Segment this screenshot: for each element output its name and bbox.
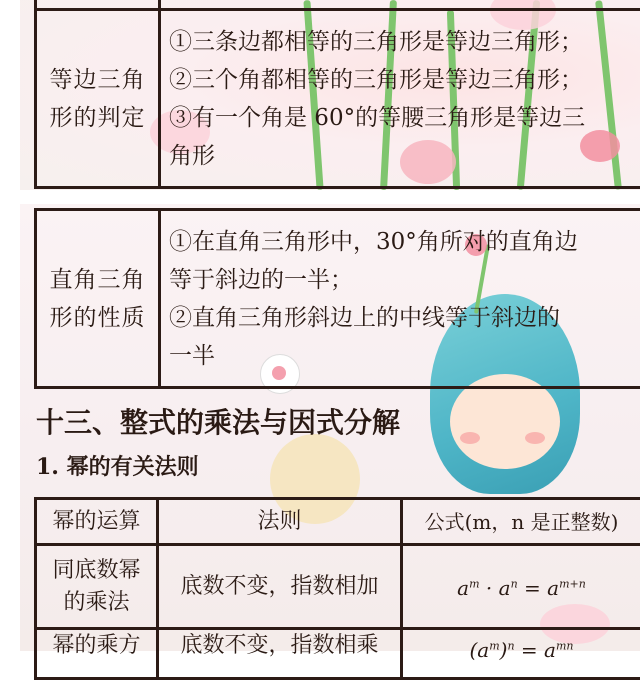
label-line: 直角三角: [37, 261, 158, 299]
formula-base: a: [499, 576, 511, 600]
operation-name-line: 同底数幂: [37, 555, 156, 587]
formula-equals: =: [521, 638, 538, 662]
label-line: 形的判定: [37, 99, 158, 137]
property-item: ①在直角三角形中，30°角所对的直角边: [169, 223, 640, 261]
girl-cheek: [460, 432, 480, 444]
operation-name-line: 幂的乘方: [37, 630, 156, 662]
table-row: [36, 545, 640, 629]
property-item: ②直角三角形斜边上的中线等于斜边的: [169, 299, 640, 337]
operation-rule: 底数不变，指数相乘: [158, 629, 402, 679]
judgement-label: [36, 10, 160, 188]
section-subtitle: 1. 幂的有关法则: [36, 450, 199, 484]
property-label: [36, 210, 160, 388]
property-item: 等于斜边的一半；: [169, 261, 640, 299]
judgement-content: [160, 10, 640, 188]
property-item: 一半: [169, 337, 640, 375]
formula-base: a: [457, 576, 469, 600]
judgement-item: ①三条边都相等的三角形是等边三角形；: [169, 23, 640, 61]
label-line: 等边三角: [37, 61, 158, 99]
formula-base: a: [544, 638, 556, 662]
operation-name-line: 的乘法: [37, 587, 156, 619]
formula-dot: ·: [486, 576, 492, 600]
property-table: [34, 208, 640, 389]
formula-exponent: n: [507, 639, 514, 652]
label-line: 形的性质: [37, 299, 158, 337]
formula-expression: [457, 576, 586, 600]
judgement-item: ③有一个角是 60°的等腰三角形是等边三: [169, 99, 640, 137]
formula-exponent: m: [489, 639, 499, 652]
girl-cheek: [525, 432, 545, 444]
formula-exponent: m+n: [559, 577, 586, 590]
formula-equals: =: [524, 576, 541, 600]
chapter-title: 十三、整式的乘法与因式分解: [36, 403, 400, 443]
column-header: 法则: [158, 499, 402, 545]
operation-name: [36, 629, 158, 679]
property-content: [160, 210, 640, 388]
formula-base: a: [547, 576, 559, 600]
operation-rule: 底数不变，指数相加: [158, 545, 402, 629]
formula-exponent: m: [469, 577, 479, 590]
table-row: [36, 629, 640, 679]
judgement-item: ②三个角都相等的三角形是等边三角形；: [169, 61, 640, 99]
column-header: 幂的运算: [36, 499, 158, 545]
judgement-table: [34, 0, 640, 189]
formula-exponent: n: [511, 577, 518, 590]
judgement-item: 角形: [169, 137, 640, 175]
operation-formula: [402, 545, 640, 629]
panel-equilateral-judgement: [20, 0, 640, 190]
power-rules-table: [34, 497, 640, 680]
formula-expression: $(a^m)^n = a^{mn}$: [469, 638, 573, 662]
column-header: 公式(m，n 是正整数): [402, 499, 640, 545]
table-row-top-cutoff: [36, 0, 160, 10]
operation-formula: [402, 629, 640, 679]
formula-exponent: mn: [556, 639, 574, 652]
table-row-top-cutoff: [160, 0, 640, 10]
operation-name: [36, 545, 158, 629]
formula-base: (a: [469, 638, 489, 662]
